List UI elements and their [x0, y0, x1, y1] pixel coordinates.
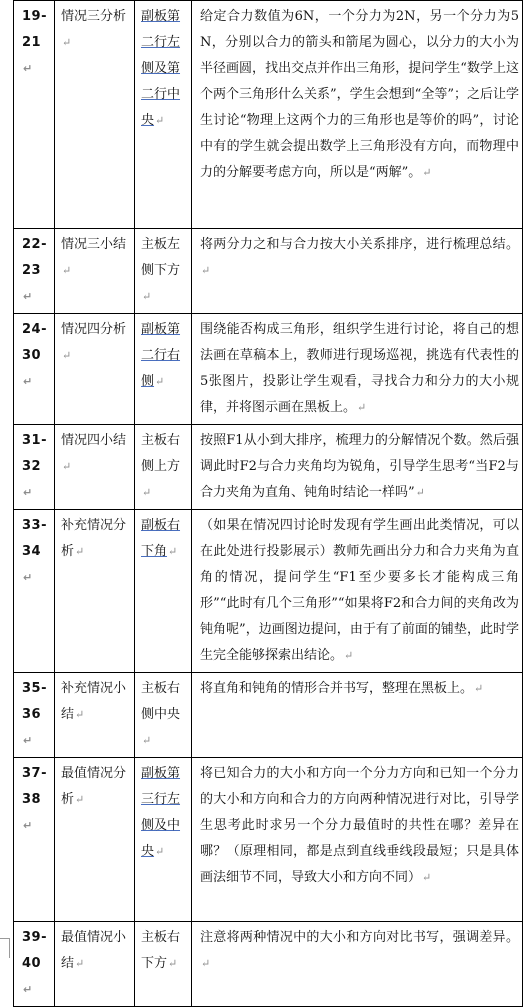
time-cell: 31-32↵ — [14, 425, 55, 510]
board-cell: 副板第三行左侧及中央↵ — [135, 758, 192, 922]
stage-cell: 情况四小结↵ — [55, 425, 135, 510]
table-row — [14, 758, 523, 922]
stage-cell: 最值情况分析↵ — [55, 758, 135, 922]
stage-cell: 补充情况小结↵ — [55, 673, 135, 758]
content-cell: 将直角和钝角的情形合并书写，整理在黑板上。↵ — [192, 673, 523, 758]
board-cell: 主板右下方↵ — [135, 922, 192, 1007]
table-row — [14, 673, 523, 758]
board-cell: 主板右侧中央↵ — [135, 673, 192, 758]
table-row — [14, 510, 523, 673]
board-cell: 副板右下角↵ — [135, 510, 192, 673]
board-cell: 主板右侧上方↵ — [135, 425, 192, 510]
table-row — [14, 314, 523, 425]
page-corner-marker — [0, 938, 10, 958]
content-cell: 给定合力数值为6N，一个分力为2N，另一个分力为5N，分别以合力的箭头和箭尾为圆心，以分力的大小为半径画圆，找出交点并作出三角形，提问学生“数学上这个两个三角形什么关系”，学生会想到“全等”；之后让学生讨论“物理上这两个力的三角形也是等价的吗”，讨论中有的学生就会提出数学上三角形没有方向，而物理中力的分解要考虑方向，所以是“两解”。↵ — [192, 1, 523, 229]
time-cell: 37-38↵ — [14, 758, 55, 922]
table-row — [14, 425, 523, 510]
board-cell: 主板左侧下方↵ — [135, 229, 192, 314]
table-row — [14, 229, 523, 314]
content-cell: 围绕能否构成三角形，组织学生进行讨论，将自己的想法画在草稿本上，教师进行现场巡视，挑选有代表性的5张图片，投影让学生观看，寻找合力和分力的大小规律，并将图示画在黑板上。↵ — [192, 314, 523, 425]
content-cell: 注意将两种情况中的大小和方向对比书写，强调差异。↵ — [192, 922, 523, 1007]
stage-cell: 最值情况小结↵ — [55, 922, 135, 1007]
content-cell: 将两分力之和与合力按大小关系排序，进行梳理总结。↵ — [192, 229, 523, 314]
table-row — [14, 922, 523, 1007]
stage-cell: 情况三小结↵ — [55, 229, 135, 314]
time-cell: 24-30↵ — [14, 314, 55, 425]
stage-cell: 补充情况分析↵ — [55, 510, 135, 673]
time-cell: 39-40↵ — [14, 922, 55, 1007]
time-cell: 33-34↵ — [14, 510, 55, 673]
time-cell: 19-21↵ — [14, 1, 55, 229]
stage-cell: 情况三分析↵ — [55, 1, 135, 229]
content-cell: 按照F1从小到大排序，梳理力的分解情况个数。然后强调此时F2与合力夹角均为锐角，引导学生思考“当F2与合力夹角为直角、钝角时结论一样吗”↵ — [192, 425, 523, 510]
content-cell: 将已知合力的大小和方向一个分力方向和已知一个分力的大小和方向和合力的方向两种情况进行对比，引导学生思考此时求另一个分力最值时的共性在哪？差异在哪？（原理相同，都是点到直线垂线段最短；只是具体画法细节不同，导致大小和方向不同）↵ — [192, 758, 523, 922]
lesson-plan-table — [13, 0, 523, 1007]
board-cell: 副板第二行左侧及第二行中央↵ — [135, 1, 192, 229]
stage-cell: 情况四分析↵ — [55, 314, 135, 425]
content-cell: （如果在情况四讨论时发现有学生画出此类情况，可以在此处进行投影展示）教师先画出分力和合力夹角为直角的情况，提问学生“F1至少要多长才能构成三角形”“此时有几个三角形”“如果将F2和合力间的夹角改为钝角呢”，边画图边提问，由于有了前面的铺垫，此时学生完全能够探索出结论。↵ — [192, 510, 523, 673]
board-cell: 副板第二行右侧↵ — [135, 314, 192, 425]
time-cell: 22-23↵ — [14, 229, 55, 314]
table-row — [14, 1, 523, 229]
time-cell: 35-36↵ — [14, 673, 55, 758]
